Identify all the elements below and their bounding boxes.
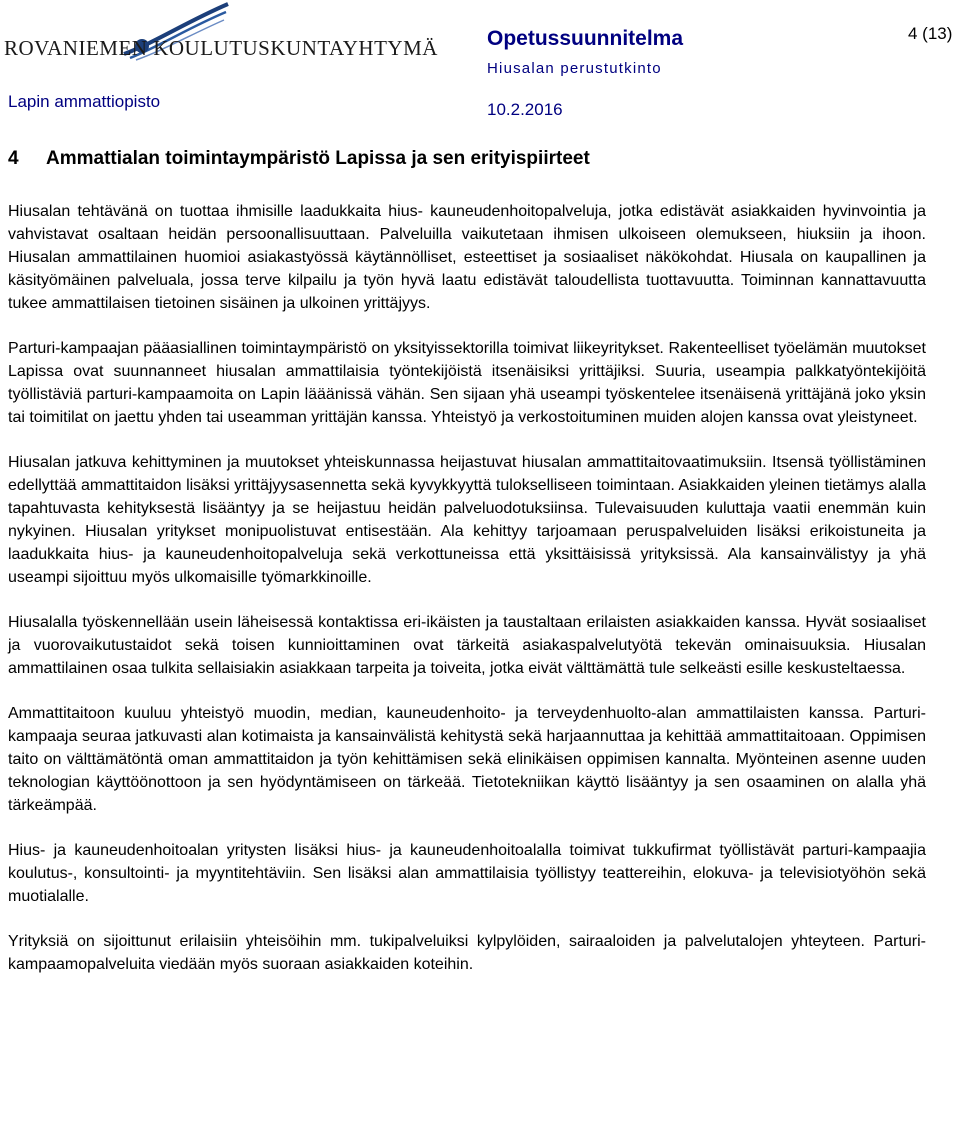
section-title: Ammattialan toimintaympäristö Lapissa ja sen erityispiirteet <box>46 148 590 169</box>
paragraph: Hius- ja kauneudenhoitoalan yritysten lisäksi hius- ja kauneudenhoitoalalla toimivat tukkufirmat työllistävät parturi-kampaajia koulutus-, konsultointi- ja myyntitehtäviin. Sen lisäksi alan ammattilaisia työllistyy teattereihin, elokuva- ja televisiotyöhön sekä muotialalle. <box>8 842 926 905</box>
section-number: 4 <box>8 148 19 169</box>
organization-logo <box>4 2 438 82</box>
paragraph: Hiusalan jatkuva kehittyminen ja muutokset yhteiskunnassa heijastuvat hiusalan ammattitaitovaatimuksiin. Itsensä työllistäminen edellyttää ammattitaidon lisäksi yrittäjyysasennetta sekä kyvykkyyttä tulokselliseen toimintaan. Asiakkaiden yleinen tietämys alalla tapahtuvasta kehityksestä lisääntyy ja se heijastuu heidän palveluodotuksiinsa. Tulevaisuuden kuluttaja vaatii enemmän kuin nykyinen. Hiusalan yritykset monipuolistuvat entisestään. Ala kehittyy tarjoamaan peruspalveluiden lisäksi erikoistuneita ja laadukkaita hius- ja kauneudenhoitopalveluja sekä verkottuneissa että yksittäisissä yrityksissä. Ala kansainvälistyy ja yhä useampi sijoittuu myös ulkomaisille työmarkkinoille. <box>8 454 926 586</box>
page-number: 4 (13) <box>908 24 953 43</box>
paragraph: Yrityksiä on sijoittunut erilaisiin yhteisöihin mm. tukipalveluiksi kylpylöiden, sairaaloiden ja palvelutalojen yhteyteen. Parturi-kampaamopalveluita viedään myös suoraan asiakkaiden koteihin. <box>8 933 926 973</box>
document-date: 10.2.2016 <box>487 100 563 119</box>
paragraph: Hiusalan tehtävänä on tuottaa ihmisille laadukkaita hius- kauneudenhoitopalveluja, jotka edistävät asiakkaiden hyvinvointia ja vahvistavat osaltaan heidän persoonallisuuttaan. Palveluilla vaikutetaan ihmisen ulkoiseen olemukseen, hiuksiin ja ihoon. Hiusalan ammattilainen huomioi asiakastyössä käytännölliset, esteettiset ja sosiaaliset näkökohdat. Hiusala on kaupallinen ja käsityömäinen palveluala, jossa terve kilpailu ja työn hyvä laatu edistävät taloudellista tuottavuutta. Toiminnan kannattavuutta tukee ammattilaisen tietoinen sisäinen ja ulkoinen yrittäjyys. <box>8 203 926 312</box>
document-body <box>8 146 926 998</box>
paragraph: Parturi-kampaajan pääasiallinen toimintaympäristö on yksityissektorilla toimivat liikeyritykset. Rakenteelliset työelämän muutokset Lapissa ovat suunnanneet hiusalan ammattilaisia työntekijöistä itsenäisiksi yrittäjiksi. Suuria, useampia palkkatyöntekijöitä työllistäviä parturi-kampaamoita on Lapin lääänissä vähän. Sen sijaan yhä useampi työskentelee itsenäisenä yrittäjänä joko yksin tai toimitilat on jaettu yhden tai useamman yrittäjän kanssa. Yhteistyö ja verkostoituminen muiden alojen kanssa ovat yleistyneet. <box>8 340 926 426</box>
section-heading <box>8 146 926 172</box>
document-title: Opetussuunnitelma <box>487 27 684 50</box>
logo-text: ROVANIEMEN KOULUTUSKUNTAYHTYMÄ <box>4 36 438 60</box>
document-subtitle: Hiusalan perustutkinto <box>487 60 662 77</box>
paragraph: Hiusalalla työskennellään usein läheisessä kontaktissa eri-ikäisten ja taustaltaan erilaisten asiakkaiden kanssa. Hyvät sosiaaliset ja vuorovaikutustaidot sekä toisen kunnioittaminen ovat tärkeitä asiakaspalvelutyötä tekevän ominaisuuksia. Hiusalan ammattilainen osaa tulkita sellaisiakin asiakkaan tarpeita ja toiveita, jotka eivät välttämättä tule selkeästi esille keskusteltaessa. <box>8 614 926 677</box>
paragraph: Ammattitaitoon kuuluu yhteistyö muodin, median, kauneudenhoito- ja terveydenhuolto-alan ammattilaisten kanssa. Parturi-kampaaja seuraa jatkuvasti alan kotimaista ja kansainvälistä kehitystä sekä harjaannuttaa ja kehittää ammattitaitoaan. Oppimisen taito on välttämätöntä oman ammattitaidon ja työn kehittämisen sekä elinikäisen oppimisen kannalta. Myönteinen asenne uuden teknologian käyttöönottoon ja sen hyödyntämiseen on tärkeää. Tietotekniikan käyttö lisääntyy ja sen osaaminen on alalla yhä tärkeämpää. <box>8 705 926 814</box>
page-header <box>0 0 960 130</box>
organization-name: Lapin ammattiopisto <box>8 92 161 111</box>
